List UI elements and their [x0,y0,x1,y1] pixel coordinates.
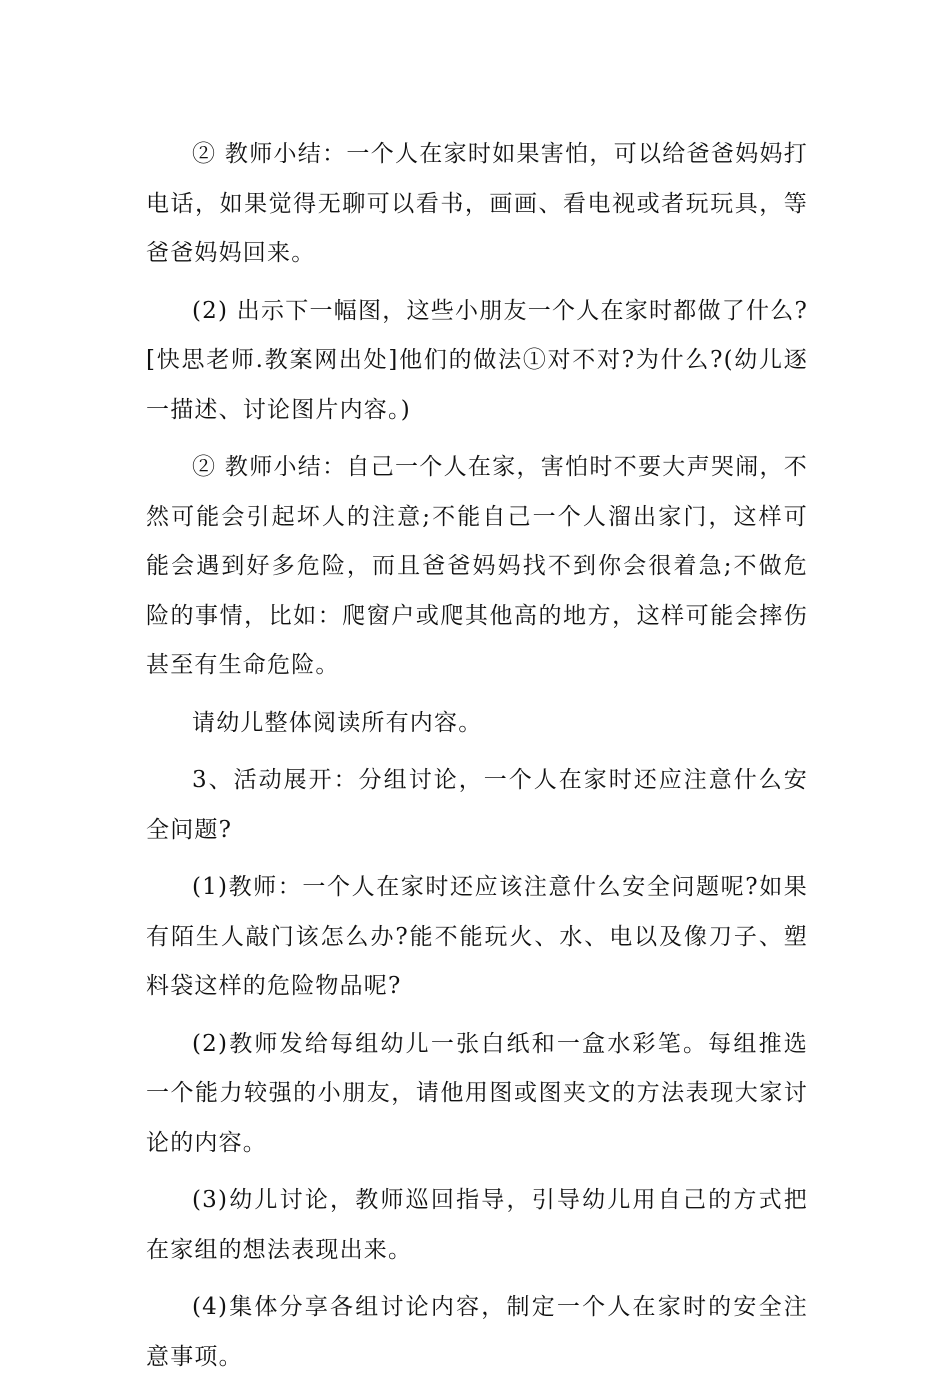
paragraph-step-4: (4)集体分享各组讨论内容，制定一个人在家时的安全注意事项。 [146,1294,808,1370]
paragraph-step-3: (3)幼儿讨论，教师巡回指导，引导幼儿用自己的方式把在家组的想法表现出来。 [146,1187,808,1263]
paragraph-show-next-picture: (2) 出示下一幅图，这些小朋友一个人在家时都做了什么?[快思老师.教案网出处]他们的做法①对不对?为什么?(幼儿逐一描述、讨论图片内容。) [146,297,808,423]
paragraph-activity-group-discussion: 3、活动展开：分组讨论，一个人在家时还应注意什么安全问题? [146,767,808,843]
paragraph-teacher-summary-2: ② 教师小结：自己一个人在家，害怕时不要大声哭闹，不然可能会引起坏人的注意;不能自己一个人溜出家门，这样可能会遇到好多危险，而且爸爸妈妈找不到你会很着急;不做危险的事情，比如：爬窗户或爬其他高的地方，这样可能会摔伤甚至有生命危险。 [146,454,808,678]
paragraph-teacher-summary-1: ② 教师小结：一个人在家时如果害怕，可以给爸爸妈妈打电话，如果觉得无聊可以看书，画画、看电视或者玩玩具，等爸爸妈妈回来。 [146,141,808,266]
paragraph-step-2: (2)教师发给每组幼儿一张白纸和一盒水彩笔。每组推选一个能力较强的小朋友，请他用图或图夹文的方法表现大家讨论的内容。 [146,1030,808,1156]
paragraph-step-1: (1)教师：一个人在家时还应该注意什么安全问题呢?如果有陌生人敲门该怎么办?能不能玩火、水、电以及像刀子、塑料袋这样的危险物品呢? [146,874,808,999]
document-body [146,130,808,1390]
paragraph-read-all: 请幼儿整体阅读所有内容。 [192,709,483,736]
